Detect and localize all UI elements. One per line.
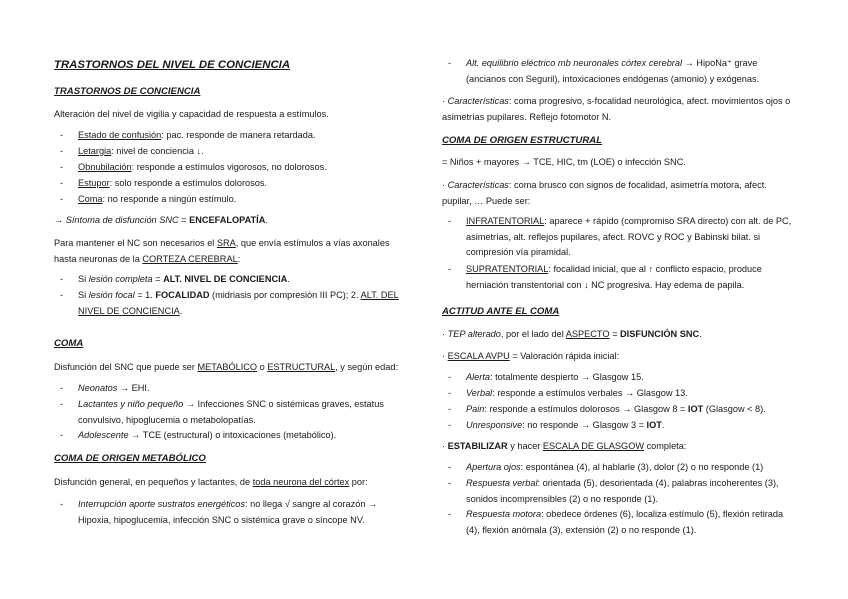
text: . [699,329,702,339]
section-heading-metabolic: COMA DE ORIGEN METABÓLICO [54,453,206,464]
item-text: : nivel de conciencia ↓. [111,146,204,156]
term: Letargia [78,146,112,156]
nc-paragraph [54,236,409,267]
list-item [466,460,796,476]
text: = 1. [134,290,156,300]
sra-term: SRA [216,238,236,248]
item-text: : focalidad inicial, que al ↑ conflicto espacio, produce herniación transtentorial con ↓ NC progresiva. Hay edema de papila. [466,264,762,290]
section-heading-structural: COMA DE ORIGEN ESTRUCTURAL [442,135,603,146]
neuron-term: toda neurona del córtex [252,477,350,487]
avpu-line [442,349,796,365]
structural-line: = Niños + mayores → TCE, HIC, tm (LOE) o infección SNC. [442,157,686,167]
text: Si [78,290,89,300]
list-item [466,262,796,293]
text: y hacer [507,441,543,451]
item-text: : no responde a ningún estímulo. [102,194,237,204]
lesion-type: lesión completa [88,274,153,284]
list-item [78,497,409,528]
text: o [257,362,268,372]
bullet-dot: · [442,96,448,106]
avpu-label: ESCALA AVPU [447,351,510,361]
list-item [466,507,796,538]
term: Coma [78,194,103,204]
term: Respuesta motora [466,509,542,519]
list-item [466,386,796,402]
period: . [265,215,268,225]
list-item [78,192,409,208]
text: , por el lado del [500,329,566,339]
dysfunction-term: DISFUNCIÓN SNC [620,329,700,339]
metabolic-characteristics [442,94,796,125]
item-text: : no responde → Glasgow 3 = [522,420,647,430]
list-item [466,56,796,87]
term: Apertura ojos [466,462,521,472]
section-heading-coma: COMA [54,338,84,349]
text: Para mantener el NC son necesarios el [54,238,217,248]
text: , y según edad: [335,362,399,372]
coma-intro [54,360,409,376]
term: SUPRATENTORIAL [466,264,549,274]
metabolic-intro [54,475,409,491]
list-item [466,476,796,507]
glasgow-term: ESCALA DE GLASGOW [542,441,645,451]
text: . [287,274,290,284]
text: . [179,305,183,316]
item-text: → HipoNa⁺ grave (ancianos con Seguril), intoxicaciones endógenas (amonio) y exógenas. [466,58,760,84]
cortex-term: CORTEZA CEREBRAL [142,253,238,264]
iot-term: IOT [687,404,704,414]
lesion-result-2: ALT. DEL NIVEL DE CONCIENCIA [78,290,399,316]
lesion-type: lesión focal [88,290,135,300]
text: (midriasis por compresión III PC); 2. [209,290,361,300]
list-item [78,144,409,160]
label: Características [447,180,509,190]
syndrome-line [54,213,409,229]
structural-term: ESTRUCTURAL [267,362,336,372]
tep-label: TEP alterado [447,329,501,339]
aspect-term: ASPECTO [565,329,610,339]
equals: = [178,215,190,225]
text: Disfunción general, en pequeños y lactantes, de [54,477,253,487]
intro-paragraph: Alteración del nivel de vigilia y capacidad de respuesta a estímulos. [54,109,329,119]
item-text: : orientada (5), desorientada (4), palabras incoherentes (3), sonidos incomprensibles (2) o no responde (1). [466,478,779,504]
syndrome-value: ENCEFALOPATÍA [189,215,266,225]
bullet-dot: · [442,351,448,361]
term: Adolescente [78,430,129,440]
text: , que envía estímulos a vías axonales hasta neuronas de la [54,238,390,264]
list-item [78,176,409,192]
text: = [152,274,164,284]
text: Si [78,274,89,284]
term: Alerta [466,372,491,382]
item-text: → Infecciones SNC o sistémicas graves, estatus convulsivo, hipoglucemia o metabolopatías. [78,399,384,425]
item-text: : espontánea (4), al hablarle (3), dolor (2) o no responde (1) [520,462,764,472]
item-text: : aparece + rápido (compromiso SRA directo) con alt. de PC, asimetrías, alt. reflejos pupilares, afect. ROVC y ROC y Babinski bilat. si compresión vía piramidal. [466,216,792,257]
list-item [78,397,409,428]
item-text: : solo responde a estímulos dolorosos. [109,178,267,188]
item-text: : responde a estímulos vigorosos, no dolorosos. [131,162,327,172]
iot-term: IOT [646,420,662,430]
list-item [466,370,796,386]
list-item [466,418,796,434]
text: completa: [644,441,687,451]
tep-line [442,327,796,343]
term: Unresponsive [466,420,523,430]
list-item [466,402,796,418]
list-item [78,272,409,288]
lesion-result: ALT. NIVEL DE CONCIENCIA [163,274,288,284]
item-text: → EHI. [117,383,150,393]
item-text: : pac. responde de manera retardada. [161,130,316,140]
text: : coma progresivo, s-focalidad neurológica, afect. movimientos ojos o asimetrías pupilares. Reflejo fotomotor N. [442,96,791,122]
term: Neonatos [78,383,118,393]
term: INFRATENTORIAL [466,216,545,226]
text: : coma brusco con signos de focalidad, asimetría motora, afect. pupilar, … Puede ser: [442,180,767,206]
term: Respuesta verbal [466,478,538,488]
list-item [78,428,409,444]
stabilize-term: ESTABILIZAR [447,441,508,451]
syndrome-label: Síntoma de disfunción SNC [65,215,179,225]
term: Interrupción aporte sustratos energéticos [78,499,245,509]
label: Características [447,96,509,106]
term: Obnubilación [78,162,132,172]
text: = [609,329,621,339]
list-item [78,288,409,319]
list-item [466,214,796,261]
item-tail: (Glasgow < 8). [703,404,766,414]
stabilize-line [442,439,796,455]
item-text: : responde a estímulos dolorosos → Glasgow 8 = [484,404,688,414]
list-item [78,160,409,176]
bullet-dot: · [442,329,448,339]
text: por: [349,477,368,487]
item-text: : totalmente despierto → Glasgow 15. [490,372,644,382]
section-heading-actitud: ACTITUD ANTE EL COMA [442,306,560,317]
bullet-dot: · [442,441,448,451]
list-item [78,381,409,397]
item-text: → TCE (estructural) o intoxicaciones (metabólico). [128,430,337,440]
list-item [78,128,409,144]
term: Verbal [466,388,493,398]
arrow: → [54,215,66,225]
lesion-result: FOCALIDAD [155,290,210,300]
term: Pain [466,404,485,414]
term: Lactantes y niño pequeño [78,399,184,409]
text: Disfunción del SNC que puede ser [54,362,198,372]
section-heading-trastornos: TRASTORNOS DE CONCIENCIA [54,86,201,97]
bullet-dot: · [442,180,448,190]
item-text: : responde a estímulos verbales → Glasgow 13. [492,388,688,398]
metabolic-term: METABÓLICO [197,362,258,372]
item-tail: . [661,420,665,430]
text: = Valoración rápida inicial: [509,351,620,361]
item-text: : obedece órdenes (6), localiza estímulo (5), flexión retirada (4), flexión anómala (3), extensión (2) o no responde (1). [466,509,784,535]
text: : [237,253,241,264]
item-text: : no llega √ sangre al corazón → Hipoxia, hipoglucemia, infección SNC o sistémica grave o síncope NV. [78,499,378,525]
structural-characteristics [442,178,796,209]
page-title: TRASTORNOS DEL NIVEL DE CONCIENCIA [54,59,291,71]
term: Estado de confusión [78,130,162,140]
term: Estupor [78,178,110,188]
term: Alt. equilibrio eléctrico mb neuronales córtex cerebral [466,58,683,68]
